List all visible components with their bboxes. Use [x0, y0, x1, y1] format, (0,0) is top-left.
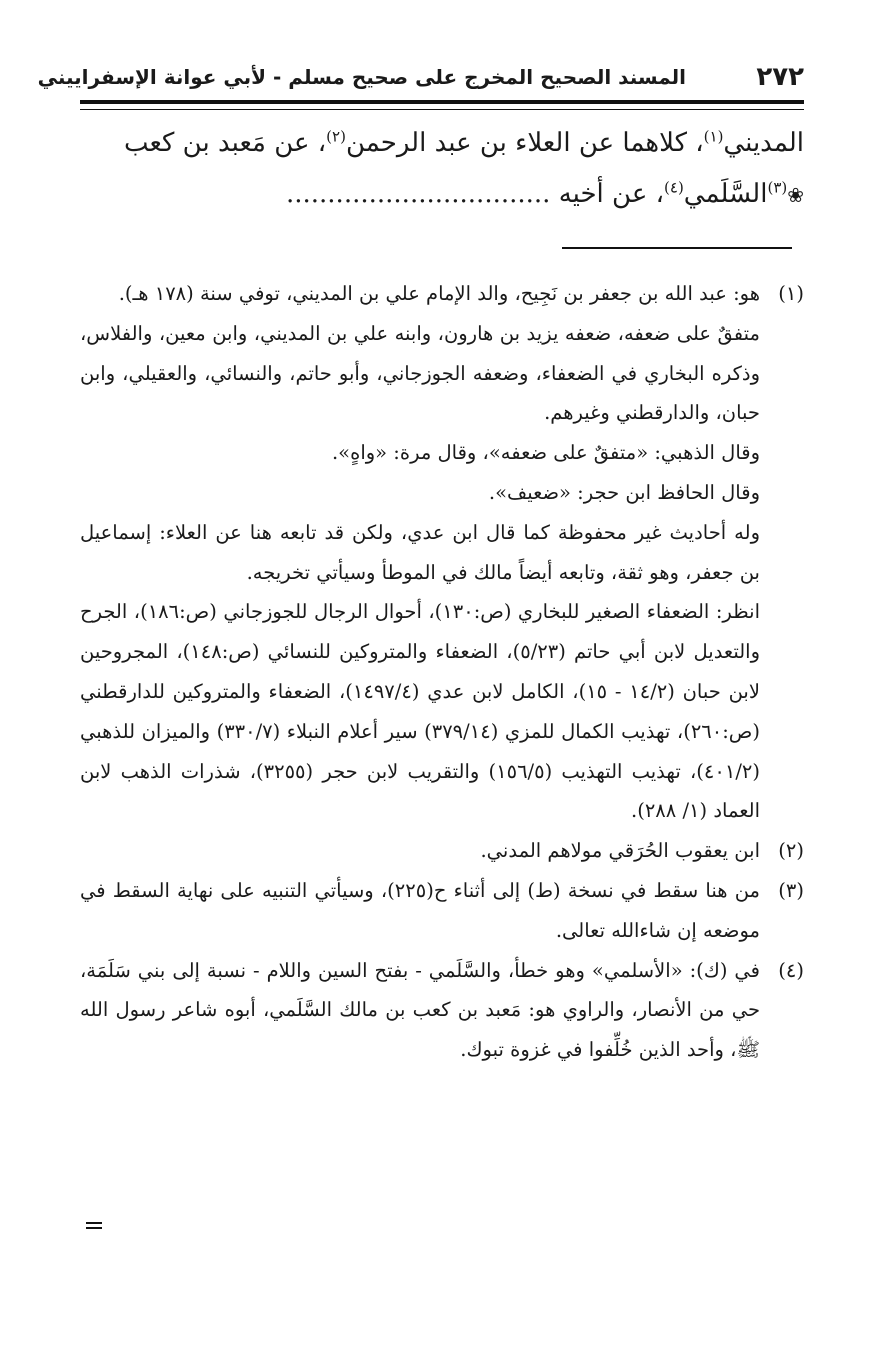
footnote-1-para: وله أحاديث غير محفوظة كما قال ابن عدي، ولكن قد تابعه هنا عن العلاء: إسماعيل بن جعفر، وهو ثقة، وتابعه أيضاً مالك في الموطأ وسيأتي تخريجه.: [80, 520, 760, 584]
equals-sign-icon: [86, 1222, 102, 1230]
header-rule-thick: [80, 100, 804, 104]
footnote-number: (٢): [778, 839, 804, 863]
footnote-1: [80, 274, 804, 831]
footnote-4-text: في (ك): «الأسلمي» وهو خطأ، والسَّلَمي - بفتح السين واللام - نسبة إلى بني سَلَمَة، حي من الأنصار، والراوي هو: مَعبد بن كعب بن مالك السَّلَمي، أبوه شاعر رسول الله ﷺ، وأحد الذين خُلِّفوا في غزوة تبوك.: [80, 958, 760, 1062]
footnote-ref-2: (٢): [326, 127, 346, 146]
page-header: [37, 60, 804, 94]
footnote-ref-4: (٤): [664, 178, 684, 197]
footnote-4: [80, 951, 804, 1070]
main-text: [80, 118, 804, 221]
footnote-ref-3: (٣): [767, 178, 788, 197]
footnote-number: (١): [778, 282, 804, 305]
footnote-2-text: ابن يعقوب الحُرَقي مولاهم المدني.: [480, 839, 760, 863]
footnote-number: (٣): [778, 878, 804, 902]
footnote-1-para: وقال الحافظ ابن حجر: «ضعيف».: [488, 480, 760, 504]
footnote-1-para: انظر: الضعفاء الصغير للبخاري (ص:١٣٠)، أحوال الرجال للجوزجاني (ص:١٨٦)، الجرح والتعديل لابن أبي حاتم (٥/٢٣)، الضعفاء والمتروكين للنسائي (ص:١٤٨)، المجروحين لابن حبان (١٤/٢ - ١٥)، الكامل لابن عدي (١٤٩٧/٤)، الضعفاء والمتروكين للدارقطني (ص:٢٦٠)، تهذيب الكمال للمزي (٣٧٩/١٤) سير أعلام النبلاء (٣٣٠/٧) والميزان للذهبي (٤٠١/٢)، تهذيب التهذيب (١٥٦/٥) والتقريب لابن حجر (٣٢٥٥)، شذرات الذهب لابن العماد (١/ ٢٨٨).: [80, 600, 760, 823]
honorific-ornament-icon: ❀: [787, 183, 804, 207]
footnote-1-para: متفقٌ على ضعفه، ضعفه يزيد بن هارون، وابنه علي بن المديني، وابن معين، والفلاس، وذكره البخاري في الضعفاء، وضعفه الجوزجاني، وأبو حاتم، والنسائي، والعقيلي، وابن حبان، والدارقطني وغيرهم.: [80, 321, 760, 425]
header-rule-thin: [80, 109, 804, 110]
footnotes: [80, 274, 804, 1070]
footnote-separator: [562, 247, 792, 249]
footnote-1-para: وقال الذهبي: «متفقٌ على ضعفه»، وقال مرة: «واهٍ».: [331, 441, 760, 465]
footnote-number: (٤): [778, 958, 804, 982]
main-line-1: المديني$^{(١)}$، كلاهما عن العلاء بن عبد الرحمن$^{(٢)}$، عن مَعبد بن كعب: [123, 127, 804, 158]
continuation-dots: ................................: [285, 179, 551, 209]
running-title: المسند الصحيح المخرج على صحيح مسلم - لأبي عوانة الإسفراييني: [37, 65, 686, 89]
footnote-2: [80, 831, 804, 871]
main-line-2: ❀$^{(٣)}$السَّلَمي$^{(٤)}$، عن أخيه ................................: [285, 178, 804, 209]
footnote-ref-1: (١): [703, 127, 724, 146]
footnote-3-text: من هنا سقط في نسخة (ط) إلى أثناء ح(٢٢٥)، وسيأتي التنبيه على نهاية السقط في موضعه إن شاءالله تعالى.: [80, 878, 760, 942]
footnote-1-para: هو: عبد الله بن جعفر بن نَجِيح، والد الإمام علي بن المديني، توفي سنة (١٧٨ هـ).: [118, 282, 760, 305]
footnote-3: [80, 871, 804, 951]
page-number: ٢٧٢: [756, 62, 804, 92]
